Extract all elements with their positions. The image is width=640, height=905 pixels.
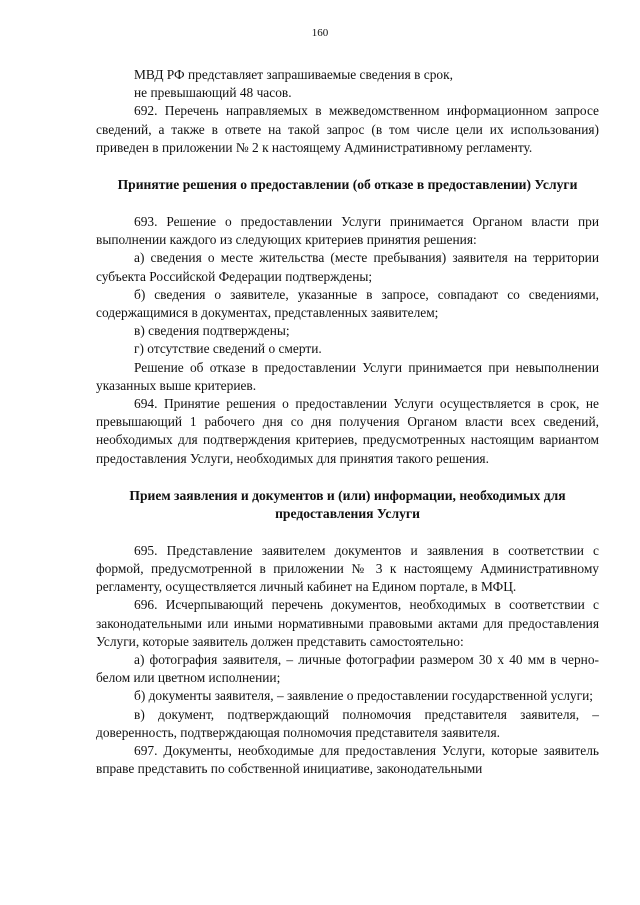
paragraph-693-v: в) сведения подтверждены;	[134, 323, 290, 339]
paragraph-693: 693. Решение о предоставлении Услуги принимается Органом власти при выполнении каждого из следующих критериев принятия решения:	[96, 214, 599, 248]
paragraph-695: 695. Представление заявителем документов и заявления в соответствии с формой, предусмотренной в приложении № 3 к настоящему Административному регламенту, осуществляется личный кабинет на Едином портале, в МФЦ.	[96, 542, 599, 595]
paragraph-693-refusal: Решение об отказе в предоставлении Услуги принимается при невыполнении указанных выше критериев.	[96, 359, 599, 393]
document-body	[96, 66, 599, 779]
paragraph-693-a: а) сведения о месте жительства (месте пребывания) заявителя на территории субъекта Российской Федерации подтверждены;	[96, 250, 599, 284]
paragraph-696-b: б) документы заявителя, – заявление о предоставлении государственной услуги;	[134, 688, 593, 704]
paragraph-intro-2: не превышающий 48 часов.	[134, 85, 292, 101]
paragraph-694: 694. Принятие решения о предоставлении Услуги осуществляется в срок, не превышающий 1 рабочего дня со дня получения Органом власти всех сведений, необходимых для подтверждения критериев, предусмотренных настоящим вариантом предоставления Услуги, необходимых для принятия такого решения.	[96, 396, 599, 466]
paragraph-693-b: б) сведения о заявителе, указанные в запросе, совпадают со сведениями, содержащимися в документах, представленных заявителем;	[96, 286, 599, 321]
section-heading-decision: Принятие решения о предоставлении (об отказе в предоставлении) Услуги	[117, 177, 578, 193]
section-heading-reception: Прием заявления и документов и (или) информации, необходимых для предоставления Услуги	[129, 487, 566, 521]
paragraph-692: 692. Перечень направляемых в межведомственном информационном запросе сведений, а также в ответе на такой запрос (в том числе цели их использования) приведен в приложении № 2 к настоящему Административному регламенту.	[96, 103, 599, 155]
paragraph-696: 696. Исчерпывающий перечень документов, необходимых в соответствии с законодательными или иными нормативными правовыми актами для предоставления Услуги, которые заявитель должен представить самостоятельно:	[96, 597, 599, 649]
paragraph-696-v: в) документ, подтверждающий полномочия представителя заявителя, – доверенность, подтверждающая полномочия представителя заявителя.	[96, 706, 599, 740]
paragraph-697: 697. Документы, необходимые для предоставления Услуги, которые заявитель вправе представить по собственной инициативе, законодательными	[96, 743, 599, 777]
paragraph-intro-1: МВД РФ представляет запрашиваемые сведения в срок,	[134, 67, 453, 82]
paragraph-696-a: а) фотография заявителя, – личные фотографии размером 30 x 40 мм в черно-белом или цветном исполнении;	[96, 652, 599, 686]
paragraph-693-g: г) отсутствие сведений о смерти.	[134, 341, 322, 357]
page-number: 160	[311, 27, 329, 39]
